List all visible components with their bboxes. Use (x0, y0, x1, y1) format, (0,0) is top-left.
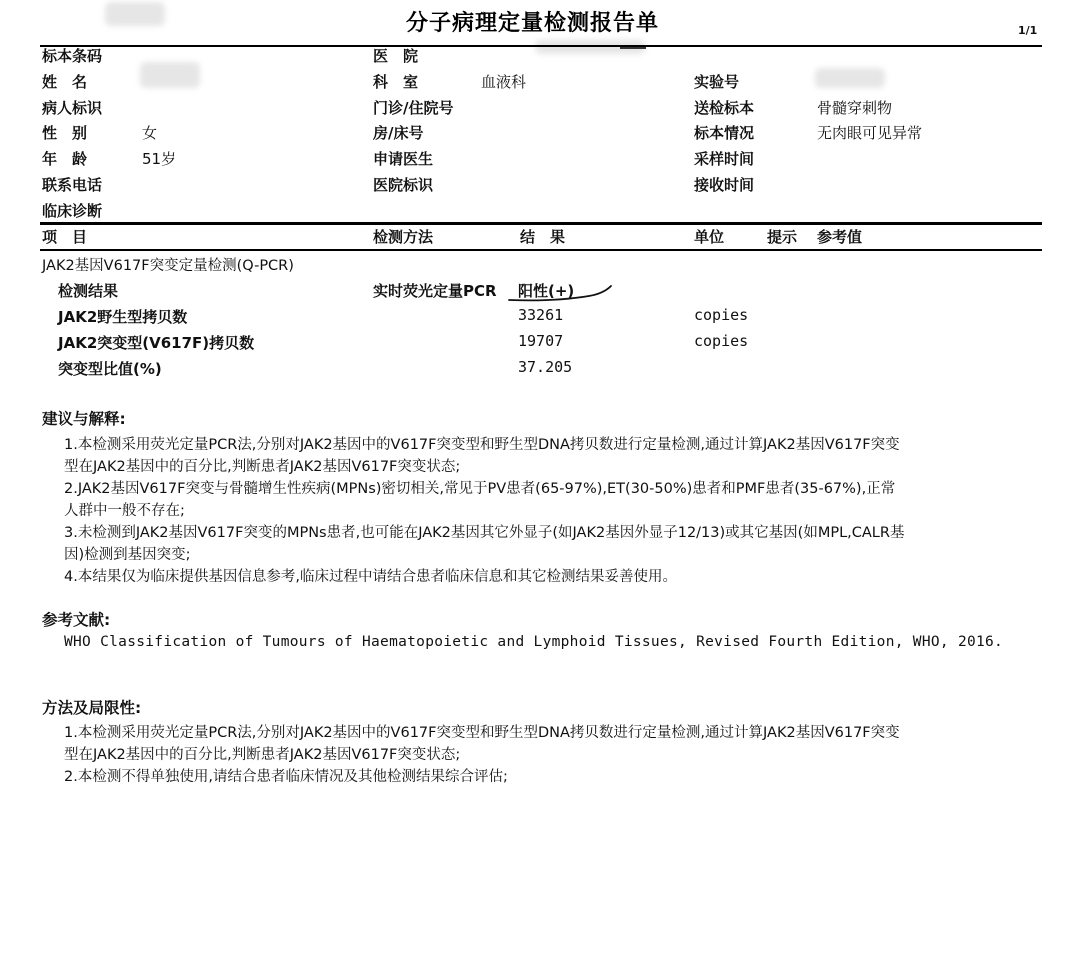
receive-time-label: 接收时间 (694, 176, 755, 194)
row-item: 检测结果 (58, 282, 119, 300)
suggestion-line: 3.未检测到JAK2基因V617F突变的MPNs患者,也可能在JAK2基因其它外显子(如JAK2基因外显子12/13)或其它基因(如MPL,CALR基 (64, 525, 905, 541)
limitation-line: 型在JAK2基因中的百分比,判断患者JAK2基因V617F突变状态; (64, 747, 461, 763)
suggestion-line: 人群中一般不存在; (64, 503, 185, 519)
suggestion-line: 4.本结果仅为临床提供基因信息参考,临床过程中请结合患者临床信息和其它检测结果妥善使用。 (64, 569, 677, 585)
suggestion-line: 型在JAK2基因中的百分比,判断患者JAK2基因V617F突变状态; (64, 459, 461, 475)
phone-label: 联系电话 (42, 176, 103, 194)
suggestion-line: 1.本检测采用荧光定量PCR法,分别对JAK2基因中的V617F突变型和野生型DNA拷贝数进行定量检测,通过计算JAK2基因V617F突变 (64, 437, 900, 453)
page-indicator: 1/1 (1018, 24, 1038, 37)
redaction-blur (815, 68, 885, 88)
name-label: 姓 名 (42, 73, 88, 91)
department-label: 科 室 (373, 73, 419, 91)
specimen-status-value: 无肉眼可见异常 (817, 124, 923, 142)
row-item: 突变型比值(%) (58, 360, 162, 378)
suggestion-line: 2.JAK2基因V617F突变与骨髓增生性疾病(MPNs)密切相关,常见于PV患者(65-97%),ET(30-50%)患者和PMF患者(35-67%),正常 (64, 481, 896, 497)
row-item: JAK2野生型拷贝数 (58, 308, 188, 326)
lab-no-label: 实验号 (694, 73, 740, 91)
handwritten-underline (505, 284, 615, 304)
outpatient-label: 门诊/住院号 (373, 99, 454, 117)
suggestions-heading: 建议与解释: (42, 410, 126, 428)
row-result: 33261 (518, 306, 564, 324)
limitation-line: 1.本检测采用荧光定量PCR法,分别对JAK2基因中的V617F突变型和野生型DNA拷贝数进行定量检测,通过计算JAK2基因V617F突变 (64, 725, 900, 741)
divider-table-top (40, 222, 1042, 225)
hospital-id-label: 医院标识 (373, 176, 434, 194)
divider-top (40, 45, 1042, 47)
redaction-blur (140, 62, 200, 88)
limitations-heading: 方法及局限性: (42, 699, 142, 717)
department-value: 血液科 (481, 73, 527, 91)
age-label: 年 龄 (42, 150, 88, 168)
references-heading: 参考文献: (42, 611, 111, 629)
redaction-blur (105, 2, 165, 26)
header-method: 检测方法 (373, 228, 434, 246)
row-unit: copies (694, 306, 749, 324)
specimen-barcode-label: 标本条码 (42, 47, 103, 65)
header-item: 项 目 (42, 228, 88, 246)
row-unit: copies (694, 332, 749, 350)
header-result: 结 果 (520, 228, 566, 246)
specimen-type-label: 送检标本 (694, 99, 755, 117)
patient-id-label: 病人标识 (42, 99, 103, 117)
collect-time-label: 采样时间 (694, 150, 755, 168)
row-result: 19707 (518, 332, 564, 350)
header-hint: 提示 (767, 228, 798, 246)
diagnosis-label: 临床诊断 (42, 202, 103, 220)
row-method: 实时荧光定量PCR (373, 282, 497, 300)
row-result: 37.205 (518, 358, 573, 376)
header-reference: 参考值 (817, 228, 863, 246)
reference-text: WHO Classification of Tumours of Haematopoietic and Lymphoid Tissues, Revised Fourth Edition, WHO, 2016. (64, 634, 1004, 650)
hospital-label: 医 院 (373, 47, 419, 65)
divider-table-header (40, 249, 1042, 251)
age-value: 51岁 (142, 150, 177, 168)
report-title: 分子病理定量检测报告单 (406, 11, 660, 36)
bed-label: 房/床号 (373, 124, 424, 142)
gender-value: 女 (142, 124, 158, 142)
doctor-label: 申请医生 (373, 150, 434, 168)
suggestion-line: 因)检测到基因突变; (64, 547, 191, 563)
gender-label: 性 别 (42, 124, 88, 142)
limitation-line: 2.本检测不得单独使用,请结合患者临床情况及其他检测结果综合评估; (64, 769, 508, 785)
specimen-status-label: 标本情况 (694, 124, 755, 142)
specimen-type-value: 骨髓穿刺物 (817, 99, 893, 117)
test-name: JAK2基因V617F突变定量检测(Q-PCR) (42, 258, 294, 274)
header-unit: 单位 (694, 228, 725, 246)
row-item: JAK2突变型(V617F)拷贝数 (58, 334, 255, 352)
result-positive: 阳性(+) (518, 282, 575, 300)
